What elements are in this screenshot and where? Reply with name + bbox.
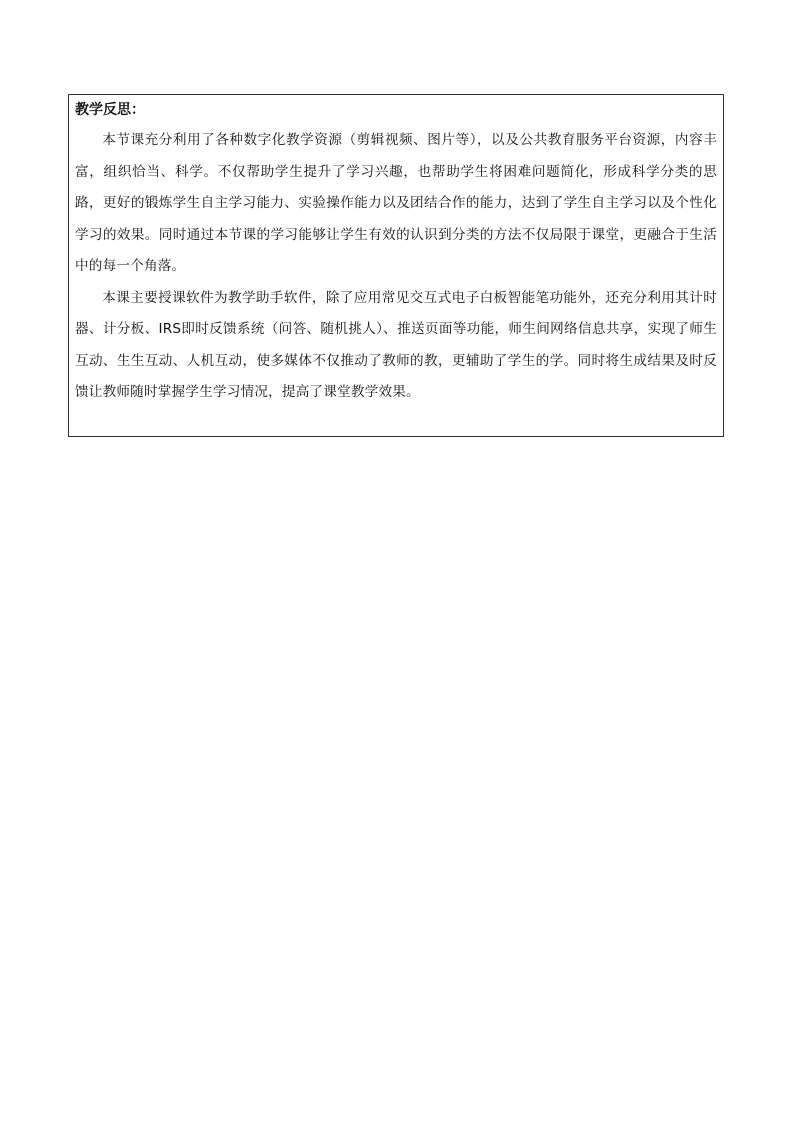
- reflection-heading: 教学反思：: [75, 102, 145, 118]
- reflection-paragraph-2: 本课主要授课软件为教学助手软件，除了应用常见交互式电子白板智能笔功能外，还充分利用其计时器、计分板、IRS即时反馈系统（问答、随机挑人）、推送页面等功能，师生间网络信息共享，实现了师生互动、生生互动、人机互动，使多媒体不仅推动了教师的教，更辅助了学生的学。同时将生成结果及时反馈让教师随时掌握学生学习情况，提高了课堂教学效果。: [75, 289, 717, 400]
- teaching-reflection-box: [68, 94, 724, 437]
- reflection-paragraph-1: 本节课充分利用了各种数字化教学资源（剪辑视频、图片等），以及公共教育服务平台资源，内容丰富，组织恰当、科学。不仅帮助学生提升了学习兴趣，也帮助学生将困难问题简化，形成科学分类的思路，更好的锻炼学生自主学习能力、实验操作能力以及团结合作的能力，达到了学生自主学习以及个性化学习的效果。同时通过本节课的学习能够让学生有效的认识到分类的方法不仅局限于课堂，更融合于生活中的每一个角落。: [75, 132, 717, 274]
